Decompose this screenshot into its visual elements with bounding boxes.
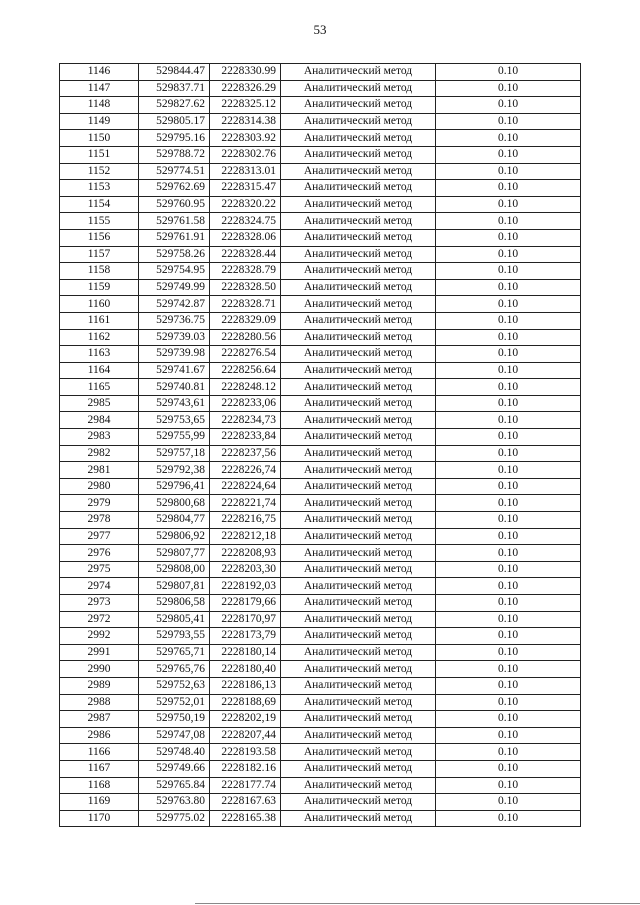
point-number-cell: 2979 <box>60 495 139 512</box>
y-coordinate-cell: 2228203,30 <box>210 561 281 578</box>
method-cell: Аналитический метод <box>281 146 436 163</box>
table-row <box>60 445 581 462</box>
accuracy-cell: 0.10 <box>436 727 581 744</box>
x-coordinate-cell: 529804,77 <box>139 512 210 529</box>
x-coordinate-cell: 529774.51 <box>139 163 210 180</box>
method-cell: Аналитический метод <box>281 462 436 479</box>
table-row <box>60 113 581 130</box>
x-coordinate-cell: 529752,01 <box>139 694 210 711</box>
x-coordinate-cell: 529739.98 <box>139 346 210 363</box>
x-coordinate-cell: 529775.02 <box>139 810 210 827</box>
method-cell: Аналитический метод <box>281 429 436 446</box>
y-coordinate-cell: 2228193.58 <box>210 744 281 761</box>
x-coordinate-cell: 529739.03 <box>139 329 210 346</box>
accuracy-cell: 0.10 <box>436 196 581 213</box>
table-row <box>60 64 581 81</box>
x-coordinate-cell: 529806,58 <box>139 595 210 612</box>
method-cell: Аналитический метод <box>281 346 436 363</box>
point-number-cell: 1166 <box>60 744 139 761</box>
table-row <box>60 329 581 346</box>
method-cell: Аналитический метод <box>281 312 436 329</box>
method-cell: Аналитический метод <box>281 760 436 777</box>
accuracy-cell: 0.10 <box>436 661 581 678</box>
point-number-cell: 1153 <box>60 180 139 197</box>
accuracy-cell: 0.10 <box>436 80 581 97</box>
method-cell: Аналитический метод <box>281 113 436 130</box>
y-coordinate-cell: 2228216,75 <box>210 512 281 529</box>
method-cell: Аналитический метод <box>281 644 436 661</box>
method-cell: Аналитический метод <box>281 229 436 246</box>
x-coordinate-cell: 529736.75 <box>139 312 210 329</box>
y-coordinate-cell: 2228233,06 <box>210 395 281 412</box>
method-cell: Аналитический метод <box>281 279 436 296</box>
accuracy-cell: 0.10 <box>436 362 581 379</box>
method-cell: Аналитический метод <box>281 64 436 81</box>
accuracy-cell: 0.10 <box>436 495 581 512</box>
accuracy-cell: 0.10 <box>436 213 581 230</box>
method-cell: Аналитический метод <box>281 97 436 114</box>
y-coordinate-cell: 2228202,19 <box>210 711 281 728</box>
table-row <box>60 130 581 147</box>
point-number-cell: 2982 <box>60 445 139 462</box>
accuracy-cell: 0.10 <box>436 462 581 479</box>
x-coordinate-cell: 529762.69 <box>139 180 210 197</box>
point-number-cell: 2972 <box>60 611 139 628</box>
y-coordinate-cell: 2228177.74 <box>210 777 281 794</box>
y-coordinate-cell: 2228221,74 <box>210 495 281 512</box>
y-coordinate-cell: 2228276.54 <box>210 346 281 363</box>
point-number-cell: 2978 <box>60 512 139 529</box>
point-number-cell: 2975 <box>60 561 139 578</box>
x-coordinate-cell: 529795.16 <box>139 130 210 147</box>
method-cell: Аналитический метод <box>281 180 436 197</box>
point-number-cell: 1149 <box>60 113 139 130</box>
y-coordinate-cell: 2228237,56 <box>210 445 281 462</box>
method-cell: Аналитический метод <box>281 595 436 612</box>
method-cell: Аналитический метод <box>281 512 436 529</box>
table-row <box>60 595 581 612</box>
accuracy-cell: 0.10 <box>436 346 581 363</box>
x-coordinate-cell: 529743,61 <box>139 395 210 412</box>
accuracy-cell: 0.10 <box>436 246 581 263</box>
table-row <box>60 296 581 313</box>
y-coordinate-cell: 2228256.64 <box>210 362 281 379</box>
x-coordinate-cell: 529753,65 <box>139 412 210 429</box>
x-coordinate-cell: 529742.87 <box>139 296 210 313</box>
point-number-cell: 1167 <box>60 760 139 777</box>
point-number-cell: 2988 <box>60 694 139 711</box>
y-coordinate-cell: 2228182.16 <box>210 760 281 777</box>
y-coordinate-cell: 2228329.09 <box>210 312 281 329</box>
accuracy-cell: 0.10 <box>436 329 581 346</box>
x-coordinate-cell: 529752,63 <box>139 677 210 694</box>
accuracy-cell: 0.10 <box>436 163 581 180</box>
accuracy-cell: 0.10 <box>436 429 581 446</box>
method-cell: Аналитический метод <box>281 611 436 628</box>
accuracy-cell: 0.10 <box>436 777 581 794</box>
method-cell: Аналитический метод <box>281 362 436 379</box>
point-number-cell: 2989 <box>60 677 139 694</box>
x-coordinate-cell: 529740.81 <box>139 379 210 396</box>
point-number-cell: 1150 <box>60 130 139 147</box>
table-row <box>60 777 581 794</box>
accuracy-cell: 0.10 <box>436 744 581 761</box>
y-coordinate-cell: 2228192,03 <box>210 578 281 595</box>
point-number-cell: 1158 <box>60 263 139 280</box>
table-row <box>60 80 581 97</box>
table-row <box>60 379 581 396</box>
table-row <box>60 711 581 728</box>
table-row <box>60 694 581 711</box>
table-row <box>60 744 581 761</box>
point-number-cell: 1148 <box>60 97 139 114</box>
method-cell: Аналитический метод <box>281 528 436 545</box>
table-row <box>60 346 581 363</box>
point-number-cell: 2977 <box>60 528 139 545</box>
table-row <box>60 180 581 197</box>
x-coordinate-cell: 529805,41 <box>139 611 210 628</box>
x-coordinate-cell: 529741.67 <box>139 362 210 379</box>
table-row <box>60 561 581 578</box>
point-number-cell: 1154 <box>60 196 139 213</box>
method-cell: Аналитический метод <box>281 395 436 412</box>
accuracy-cell: 0.10 <box>436 810 581 827</box>
point-number-cell: 1168 <box>60 777 139 794</box>
table-row <box>60 578 581 595</box>
x-coordinate-cell: 529755,99 <box>139 429 210 446</box>
point-number-cell: 1170 <box>60 810 139 827</box>
y-coordinate-cell: 2228314.38 <box>210 113 281 130</box>
accuracy-cell: 0.10 <box>436 628 581 645</box>
accuracy-cell: 0.10 <box>436 528 581 545</box>
table-row <box>60 495 581 512</box>
accuracy-cell: 0.10 <box>436 578 581 595</box>
y-coordinate-cell: 2228165.38 <box>210 810 281 827</box>
table-row <box>60 794 581 811</box>
coordinates-table-body <box>60 64 581 827</box>
point-number-cell: 2986 <box>60 727 139 744</box>
accuracy-cell: 0.10 <box>436 545 581 562</box>
method-cell: Аналитический метод <box>281 677 436 694</box>
y-coordinate-cell: 2228330.99 <box>210 64 281 81</box>
y-coordinate-cell: 2228320.22 <box>210 196 281 213</box>
y-coordinate-cell: 2228233,84 <box>210 429 281 446</box>
accuracy-cell: 0.10 <box>436 711 581 728</box>
method-cell: Аналитический метод <box>281 578 436 595</box>
x-coordinate-cell: 529757,18 <box>139 445 210 462</box>
accuracy-cell: 0.10 <box>436 512 581 529</box>
table-row <box>60 462 581 479</box>
accuracy-cell: 0.10 <box>436 561 581 578</box>
accuracy-cell: 0.10 <box>436 113 581 130</box>
point-number-cell: 1157 <box>60 246 139 263</box>
accuracy-cell: 0.10 <box>436 279 581 296</box>
accuracy-cell: 0.10 <box>436 229 581 246</box>
table-row <box>60 644 581 661</box>
point-number-cell: 2983 <box>60 429 139 446</box>
accuracy-cell: 0.10 <box>436 478 581 495</box>
y-coordinate-cell: 2228280.56 <box>210 329 281 346</box>
x-coordinate-cell: 529807,81 <box>139 578 210 595</box>
method-cell: Аналитический метод <box>281 163 436 180</box>
point-number-cell: 1147 <box>60 80 139 97</box>
table-row <box>60 97 581 114</box>
x-coordinate-cell: 529805.17 <box>139 113 210 130</box>
x-coordinate-cell: 529758.26 <box>139 246 210 263</box>
point-number-cell: 1155 <box>60 213 139 230</box>
y-coordinate-cell: 2228324.75 <box>210 213 281 230</box>
y-coordinate-cell: 2228328.06 <box>210 229 281 246</box>
point-number-cell: 1161 <box>60 312 139 329</box>
x-coordinate-cell: 529765,76 <box>139 661 210 678</box>
method-cell: Аналитический метод <box>281 196 436 213</box>
x-coordinate-cell: 529807,77 <box>139 545 210 562</box>
table-row <box>60 677 581 694</box>
y-coordinate-cell: 2228179,66 <box>210 595 281 612</box>
table-row <box>60 611 581 628</box>
table-row <box>60 196 581 213</box>
y-coordinate-cell: 2228234,73 <box>210 412 281 429</box>
y-coordinate-cell: 2228212,18 <box>210 528 281 545</box>
y-coordinate-cell: 2228188,69 <box>210 694 281 711</box>
table-row <box>60 163 581 180</box>
point-number-cell: 1151 <box>60 146 139 163</box>
method-cell: Аналитический метод <box>281 213 436 230</box>
y-coordinate-cell: 2228173,79 <box>210 628 281 645</box>
table-row <box>60 661 581 678</box>
y-coordinate-cell: 2228207,44 <box>210 727 281 744</box>
accuracy-cell: 0.10 <box>436 760 581 777</box>
accuracy-cell: 0.10 <box>436 395 581 412</box>
point-number-cell: 1152 <box>60 163 139 180</box>
x-coordinate-cell: 529806,92 <box>139 528 210 545</box>
method-cell: Аналитический метод <box>281 628 436 645</box>
method-cell: Аналитический метод <box>281 130 436 147</box>
method-cell: Аналитический метод <box>281 727 436 744</box>
accuracy-cell: 0.10 <box>436 296 581 313</box>
accuracy-cell: 0.10 <box>436 180 581 197</box>
accuracy-cell: 0.10 <box>436 130 581 147</box>
point-number-cell: 2973 <box>60 595 139 612</box>
accuracy-cell: 0.10 <box>436 97 581 114</box>
method-cell: Аналитический метод <box>281 777 436 794</box>
method-cell: Аналитический метод <box>281 794 436 811</box>
table-row <box>60 229 581 246</box>
x-coordinate-cell: 529754.95 <box>139 263 210 280</box>
x-coordinate-cell: 529844.47 <box>139 64 210 81</box>
table-row <box>60 395 581 412</box>
table-row <box>60 528 581 545</box>
table-row <box>60 146 581 163</box>
method-cell: Аналитический метод <box>281 478 436 495</box>
table-row <box>60 760 581 777</box>
accuracy-cell: 0.10 <box>436 263 581 280</box>
table-row <box>60 545 581 562</box>
coordinates-table <box>59 63 581 827</box>
y-coordinate-cell: 2228328.44 <box>210 246 281 263</box>
point-number-cell: 1169 <box>60 794 139 811</box>
accuracy-cell: 0.10 <box>436 445 581 462</box>
accuracy-cell: 0.10 <box>436 64 581 81</box>
point-number-cell: 1162 <box>60 329 139 346</box>
point-number-cell: 1146 <box>60 64 139 81</box>
point-number-cell: 2985 <box>60 395 139 412</box>
method-cell: Аналитический метод <box>281 744 436 761</box>
point-number-cell: 2987 <box>60 711 139 728</box>
method-cell: Аналитический метод <box>281 263 436 280</box>
bottom-edge-line <box>195 903 640 904</box>
point-number-cell: 1163 <box>60 346 139 363</box>
x-coordinate-cell: 529760.95 <box>139 196 210 213</box>
x-coordinate-cell: 529792,38 <box>139 462 210 479</box>
page-number: 53 <box>313 22 327 37</box>
method-cell: Аналитический метод <box>281 329 436 346</box>
method-cell: Аналитический метод <box>281 296 436 313</box>
method-cell: Аналитический метод <box>281 545 436 562</box>
y-coordinate-cell: 2228186,13 <box>210 677 281 694</box>
table-row <box>60 279 581 296</box>
x-coordinate-cell: 529750,19 <box>139 711 210 728</box>
method-cell: Аналитический метод <box>281 412 436 429</box>
accuracy-cell: 0.10 <box>436 644 581 661</box>
y-coordinate-cell: 2228167.63 <box>210 794 281 811</box>
y-coordinate-cell: 2228328.71 <box>210 296 281 313</box>
y-coordinate-cell: 2228302.76 <box>210 146 281 163</box>
method-cell: Аналитический метод <box>281 246 436 263</box>
point-number-cell: 2976 <box>60 545 139 562</box>
accuracy-cell: 0.10 <box>436 146 581 163</box>
point-number-cell: 2991 <box>60 644 139 661</box>
method-cell: Аналитический метод <box>281 80 436 97</box>
y-coordinate-cell: 2228208,93 <box>210 545 281 562</box>
accuracy-cell: 0.10 <box>436 794 581 811</box>
y-coordinate-cell: 2228226,74 <box>210 462 281 479</box>
point-number-cell: 2981 <box>60 462 139 479</box>
table-row <box>60 246 581 263</box>
x-coordinate-cell: 529761.58 <box>139 213 210 230</box>
point-number-cell: 1159 <box>60 279 139 296</box>
y-coordinate-cell: 2228180,14 <box>210 644 281 661</box>
accuracy-cell: 0.10 <box>436 312 581 329</box>
method-cell: Аналитический метод <box>281 561 436 578</box>
method-cell: Аналитический метод <box>281 694 436 711</box>
point-number-cell: 2980 <box>60 478 139 495</box>
point-number-cell: 1160 <box>60 296 139 313</box>
x-coordinate-cell: 529765,71 <box>139 644 210 661</box>
x-coordinate-cell: 529837.71 <box>139 80 210 97</box>
table-row <box>60 429 581 446</box>
x-coordinate-cell: 529761.91 <box>139 229 210 246</box>
y-coordinate-cell: 2228180,40 <box>210 661 281 678</box>
y-coordinate-cell: 2228315.47 <box>210 180 281 197</box>
table-row <box>60 213 581 230</box>
method-cell: Аналитический метод <box>281 445 436 462</box>
accuracy-cell: 0.10 <box>436 412 581 429</box>
table-row <box>60 512 581 529</box>
accuracy-cell: 0.10 <box>436 379 581 396</box>
y-coordinate-cell: 2228303.92 <box>210 130 281 147</box>
point-number-cell: 2992 <box>60 628 139 645</box>
y-coordinate-cell: 2228326.29 <box>210 80 281 97</box>
y-coordinate-cell: 2228325.12 <box>210 97 281 114</box>
y-coordinate-cell: 2228248.12 <box>210 379 281 396</box>
x-coordinate-cell: 529748.40 <box>139 744 210 761</box>
method-cell: Аналитический метод <box>281 661 436 678</box>
point-number-cell: 2974 <box>60 578 139 595</box>
table-row <box>60 312 581 329</box>
x-coordinate-cell: 529796,41 <box>139 478 210 495</box>
x-coordinate-cell: 529747,08 <box>139 727 210 744</box>
table-row <box>60 810 581 827</box>
accuracy-cell: 0.10 <box>436 677 581 694</box>
method-cell: Аналитический метод <box>281 379 436 396</box>
x-coordinate-cell: 529765.84 <box>139 777 210 794</box>
accuracy-cell: 0.10 <box>436 595 581 612</box>
point-number-cell: 2984 <box>60 412 139 429</box>
x-coordinate-cell: 529788.72 <box>139 146 210 163</box>
accuracy-cell: 0.10 <box>436 611 581 628</box>
x-coordinate-cell: 529827.62 <box>139 97 210 114</box>
x-coordinate-cell: 529793,55 <box>139 628 210 645</box>
x-coordinate-cell: 529763.80 <box>139 794 210 811</box>
y-coordinate-cell: 2228224,64 <box>210 478 281 495</box>
table-row <box>60 412 581 429</box>
table-row <box>60 263 581 280</box>
point-number-cell: 1165 <box>60 379 139 396</box>
y-coordinate-cell: 2228313.01 <box>210 163 281 180</box>
x-coordinate-cell: 529800,68 <box>139 495 210 512</box>
y-coordinate-cell: 2228328.79 <box>210 263 281 280</box>
table-row <box>60 727 581 744</box>
method-cell: Аналитический метод <box>281 711 436 728</box>
y-coordinate-cell: 2228170,97 <box>210 611 281 628</box>
method-cell: Аналитический метод <box>281 810 436 827</box>
point-number-cell: 2990 <box>60 661 139 678</box>
method-cell: Аналитический метод <box>281 495 436 512</box>
x-coordinate-cell: 529808,00 <box>139 561 210 578</box>
table-row <box>60 478 581 495</box>
table-row <box>60 628 581 645</box>
x-coordinate-cell: 529749.99 <box>139 279 210 296</box>
y-coordinate-cell: 2228328.50 <box>210 279 281 296</box>
point-number-cell: 1156 <box>60 229 139 246</box>
accuracy-cell: 0.10 <box>436 694 581 711</box>
x-coordinate-cell: 529749.66 <box>139 760 210 777</box>
table-row <box>60 362 581 379</box>
point-number-cell: 1164 <box>60 362 139 379</box>
